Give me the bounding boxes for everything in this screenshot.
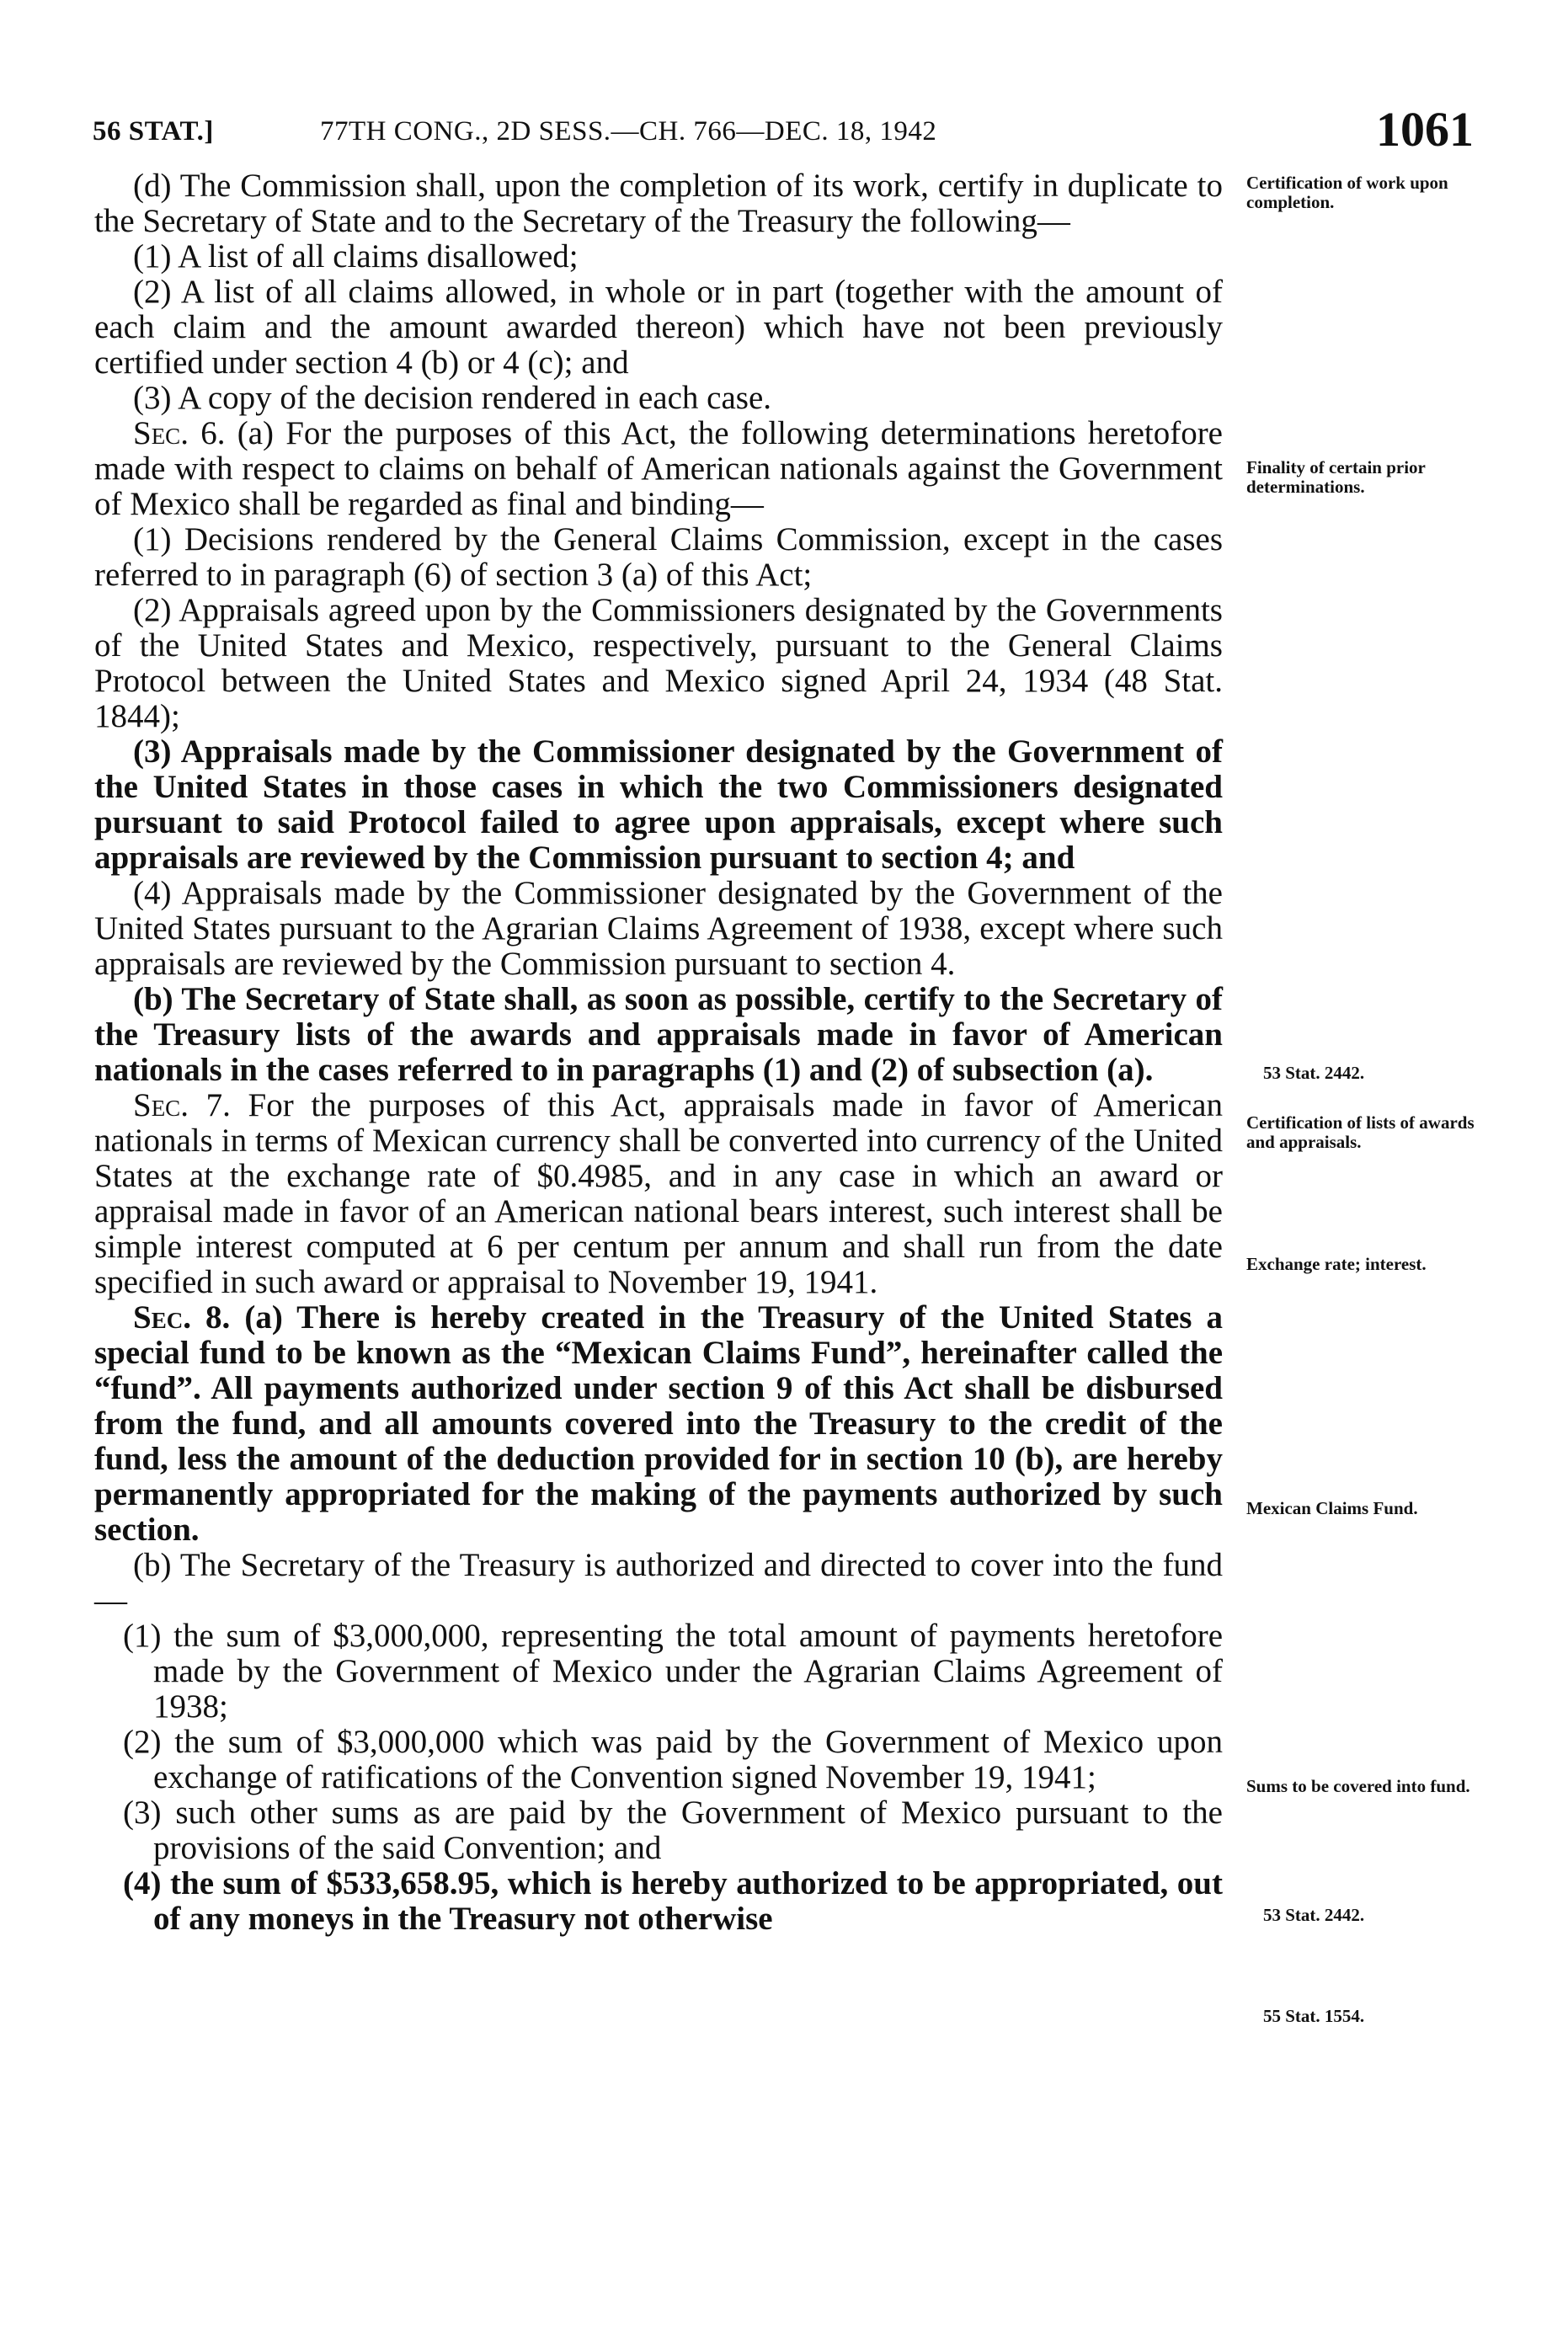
section-label: Sec. 7. xyxy=(133,1087,231,1123)
clause-2-allowed: (2) A list of all claims allowed, in whole or in part (together with the amount of each claim and the amount awarded thereon) which have not been previously certified under section 4 (b) or 4 (c); and xyxy=(94,274,1223,381)
section-8-text: (a) There is hereby created in the Treasury of the United States a special fund to be known as the “Mexican Claims Fund”, hereinafter called the “fund”. All payments authorized under section 9 of this Act shall be disbursed from the fund, and all amounts covered into the Treasury to the credit of the fund, less the amount of the deduction provided for in section 10 (b), are hereby permanently appropriated for the making of the payments authorized by such section. xyxy=(94,1299,1223,1548)
margin-note-certification-of-lists: Certification of lists of awards and appraisals. xyxy=(1246,1112,1475,1152)
section-7 xyxy=(94,1088,1223,1300)
section-6-a xyxy=(94,416,1223,522)
page-number: 1061 xyxy=(1376,102,1474,157)
paragraph-d-certification: (d) The Commission shall, upon the completion of its work, certify in duplicate to the Secretary of State and to the Secretary of the Treasury the following— xyxy=(94,168,1223,239)
margin-citation-53-stat-2442-b: 53 Stat. 2442. xyxy=(1263,1905,1365,1925)
clause-1-disallowed: (1) A list of all claims disallowed; xyxy=(133,238,579,275)
paragraph-b-secretary-of-state: (b) The Secretary of State shall, as soon as possible, certify to the Secretary of the Treasury lists of the awards and appraisals made in favor of American nationals in the cases referred to in paragraphs (1) and (2) of subsection (a). xyxy=(94,981,1223,1088)
statute-body xyxy=(94,168,1223,1937)
margin-notes xyxy=(1246,0,1482,2336)
statute-volume-label: 56 STAT.] xyxy=(93,116,214,147)
margin-note-exchange-rate: Exchange rate; interest. xyxy=(1246,1254,1427,1274)
paragraph-b-cover-into-fund: (b) The Secretary of the Treasury is authorized and directed to cover into the fund— xyxy=(94,1547,1223,1619)
clause-3-decision-copy: (3) A copy of the decision rendered in each case. xyxy=(133,380,772,416)
fund-item-2: (2) the sum of $3,000,000 which was paid by the Government of Mexico upon exchange of ratifications of the Convention signed November 19, 1941; xyxy=(123,1724,1223,1795)
margin-citation-53-stat-2442: 53 Stat. 2442. xyxy=(1263,1063,1365,1083)
margin-note-certification-of-work: Certification of work upon completion. xyxy=(1246,173,1448,212)
fund-item-3: (3) such other sums as are paid by the Government of Mexico pursuant to the provisions of the said Convention; and xyxy=(123,1795,1223,1866)
section-7-text: For the purposes of this Act, appraisals made in favor of American nationals in terms of Mexican currency shall be converted into currency of the United States at the exchange rate of $0.4985, and in any case in which an award or appraisal made in favor of an American national bears interest, such interest shall be simple interest computed at 6 per centum per annum and shall run from the date specified in such award or appraisal to November 19, 1941. xyxy=(94,1087,1223,1300)
margin-citation-55-stat-1554: 55 Stat. 1554. xyxy=(1263,2006,1365,2026)
margin-note-finality: Finality of certain prior determinations. xyxy=(1246,457,1426,497)
section-6-text: (a) For the purposes of this Act, the following determinations heretofore made with respect to claims on behalf of American nationals against the Government of Mexico shall be regarded as final and binding— xyxy=(94,415,1223,522)
clause-4-agrarian-appraisals: (4) Appraisals made by the Commissioner designated by the Government of the United States pursuant to the Agrarian Claims Agreement of 1938, except where such appraisals are reviewed by the Commission pursuant to section 4. xyxy=(94,875,1223,982)
section-8-a xyxy=(94,1300,1223,1548)
clause-3-appraisals-commissioner: (3) Appraisals made by the Commissioner designated by the Government of the United States in those cases in which the two Commissioners designated pursuant to said Protocol failed to agree upon appraisals, except where such appraisals are reviewed by the Commission pursuant to section 4; and xyxy=(94,733,1223,876)
margin-note-mexican-claims-fund: Mexican Claims Fund. xyxy=(1246,1498,1418,1518)
fund-item-1: (1) the sum of $3,000,000, representing the total amount of payments heretofore made by the Government of Mexico under the Agrarian Claims Agreement of 1938; xyxy=(123,1618,1223,1725)
section-label: Sec. 6. xyxy=(133,415,226,451)
fund-item-4: (4) the sum of $533,658.95, which is hereby authorized to be appropriated, out of any moneys in the Treasury not otherwise xyxy=(123,1865,1223,1937)
session-chapter-date: 77TH CONG., 2D SESS.—CH. 766—DEC. 18, 1942 xyxy=(320,116,937,147)
margin-note-sums-covered: Sums to be covered into fund. xyxy=(1246,1776,1470,1796)
clause-1-decisions: (1) Decisions rendered by the General Claims Commission, except in the cases referred to in paragraph (6) of section 3 (a) of this Act; xyxy=(94,521,1223,593)
section-label: Sec. 8. xyxy=(133,1299,231,1336)
clause-2-appraisals-agreed: (2) Appraisals agreed upon by the Commissioners designated by the Governments of the United States and Mexico, respectively, pursuant to the General Claims Protocol between the United States and Mexico signed April 24, 1934 (48 Stat. 1844); xyxy=(94,592,1223,734)
